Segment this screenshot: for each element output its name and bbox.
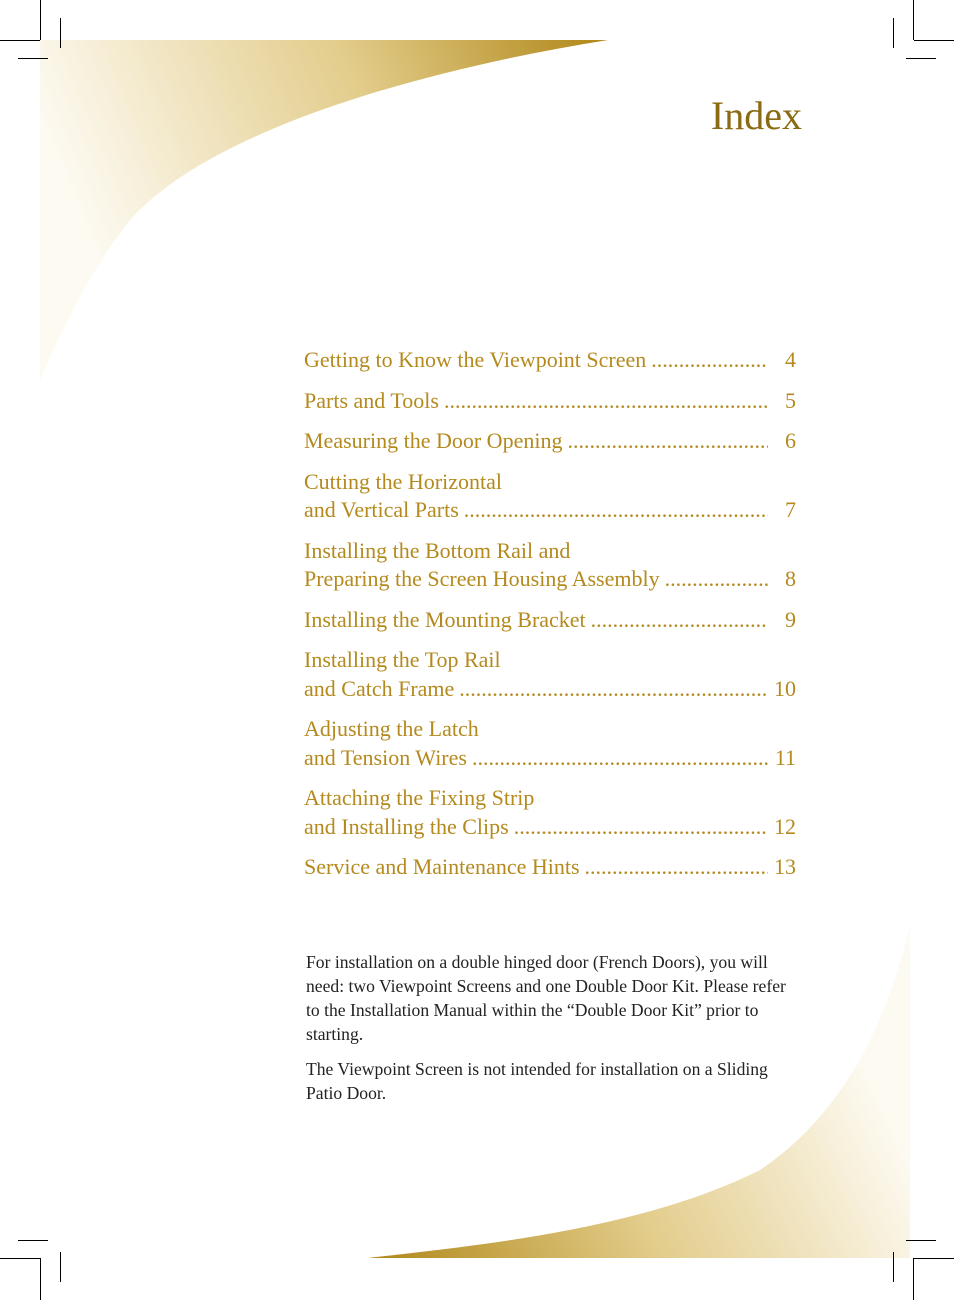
toc-entry-title-line: and Installing the Clips <box>304 813 509 839</box>
toc-entry-title-line: Getting to Know the Viewpoint Screen <box>304 347 647 372</box>
toc-entry-title-line: and Vertical Parts <box>304 497 459 522</box>
toc-entry[interactable] <box>304 468 798 525</box>
toc-entry-title-line: Attaching the Fixing Strip <box>304 785 535 810</box>
toc-entry[interactable] <box>304 606 798 635</box>
toc-page-number: 12 <box>774 813 796 839</box>
toc-entry[interactable] <box>304 784 798 841</box>
dot-leader <box>586 606 768 635</box>
dot-leader <box>646 346 768 375</box>
toc-page-number: 13 <box>774 854 796 879</box>
crop-mark <box>914 40 954 41</box>
toc-entry-title-line: Preparing the Screen Housing Assembly <box>304 566 660 591</box>
crop-mark <box>906 58 936 59</box>
toc-entry[interactable] <box>304 537 798 594</box>
crop-mark <box>893 1252 894 1282</box>
toc-entry-title-line: Installing the Bottom Rail and <box>304 537 571 563</box>
dot-leader <box>454 675 768 704</box>
toc-page-number: 8 <box>785 566 796 591</box>
crop-mark <box>18 1240 48 1241</box>
toc-entry-title-line: and Catch Frame <box>304 675 455 701</box>
toc-page-number: 11 <box>774 744 796 770</box>
toc-page-number: 7 <box>785 497 796 522</box>
dot-leader <box>459 496 768 525</box>
dot-leader <box>562 427 768 456</box>
toc-entry[interactable] <box>304 715 798 772</box>
crop-mark <box>893 18 894 48</box>
crop-mark <box>913 0 914 40</box>
crop-mark <box>40 0 41 40</box>
toc-entry[interactable] <box>304 387 798 416</box>
dot-leader <box>580 853 768 882</box>
page-title: Index <box>710 93 802 138</box>
toc-entry[interactable] <box>304 646 798 703</box>
toc-entry-title-line: and Tension Wires <box>304 744 467 770</box>
crop-mark <box>906 1240 936 1241</box>
installation-notes <box>306 950 796 1116</box>
toc-entry-title-line: Measuring the Door Opening <box>304 428 563 453</box>
crop-mark <box>18 58 48 59</box>
dot-leader <box>467 744 768 773</box>
note-sliding-door: The Viewpoint Screen is not intended for installation on a Sliding Patio Door. <box>306 1059 768 1103</box>
dot-leader <box>509 813 768 842</box>
crop-mark <box>0 40 40 41</box>
toc-entry-title-line: Cutting the Horizontal <box>304 468 502 494</box>
toc-entry-title-line: Parts and Tools <box>304 387 439 413</box>
toc-page-number: 9 <box>785 606 796 632</box>
crop-mark <box>60 1252 61 1282</box>
toc-page-number: 10 <box>774 675 796 701</box>
top-swoosh <box>40 40 608 380</box>
toc-entry[interactable] <box>304 853 798 882</box>
toc-page-number: 6 <box>785 428 796 453</box>
crop-mark <box>0 1258 40 1259</box>
toc-entry[interactable] <box>304 427 798 456</box>
crop-mark <box>914 1258 954 1259</box>
toc-entry-title-line: Installing the Top Rail <box>304 647 501 672</box>
note-french-doors: For installation on a double hinged door (French Doors), you will need: two Viewpoint Screens and one Double Door Kit. Please refer to the Installation Manual within the “Double Door Kit” prior to starting. <box>306 952 786 1044</box>
dot-leader <box>660 565 768 594</box>
toc-entry-title-line: Service and Maintenance Hints <box>304 854 580 879</box>
crop-mark <box>913 1258 914 1300</box>
toc-entry[interactable] <box>304 346 798 375</box>
table-of-contents <box>304 346 798 894</box>
dot-leader <box>439 387 768 416</box>
crop-mark <box>40 1258 41 1300</box>
toc-page-number: 4 <box>785 347 796 372</box>
toc-entry-title-line: Adjusting the Latch <box>304 716 479 741</box>
crop-mark <box>60 18 61 48</box>
toc-entry-title-line: Installing the Mounting Bracket <box>304 606 586 632</box>
toc-page-number: 5 <box>785 387 796 413</box>
